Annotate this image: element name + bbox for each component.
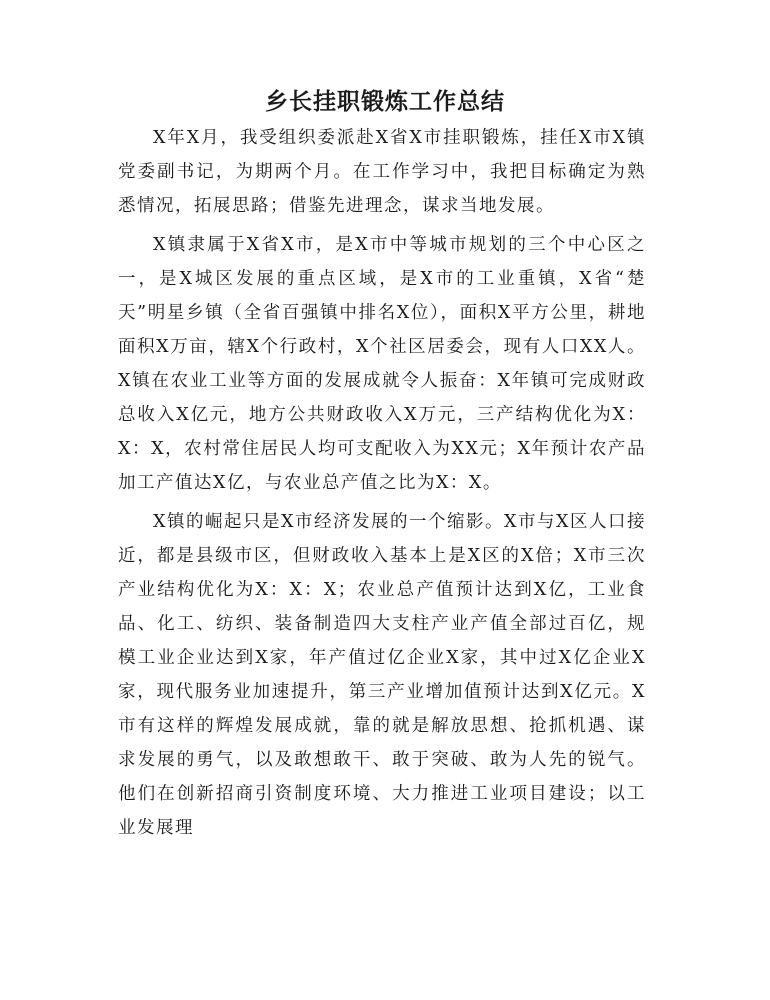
paragraph-1: X年X月，我受组织委派赴X省X市挂职锻炼，挂任X市X镇党委副书记，为期两个月。在工作学习中，我把目标确定为熟悉情况，拓展思路；借鉴先进理念，谋求当地发展。 [118,128,646,216]
document-body [118,121,646,850]
paragraph-3: X镇的崛起只是X市经济发展的一个缩影。X市与X区人口接近，都是县级市区，但财政收入基本上是X区的X倍；X市三次产业结构优化为X：X：X；农业总产值预计达到X亿，工业食品、化工、纺织、装备制造四大支柱产业产值全部过百亿，规模工业企业达到X家，年产值过亿企业X家，其中过X亿企业X家，现代服务业加速提升，第三产业增加值预计达到X亿元。X市有这样的辉煌发展成就，靠的就是解放思想、抢抓机遇、谋求发展的勇气，以及敢想敢干、敢于突破、敢为人先的锐气。他们在创新招商引资制度环境、大力推进工业项目建设；以工业发展理 [118,512,646,838]
paragraph-2: X镇隶属于X省X市，是X市中等城市规划的三个中心区之一，是X城区发展的重点区域，是X市的工业重镇，X省“楚天”明星乡镇（全省百强镇中排名X位），面积X平方公里，耕地面积X万亩，辖X个行政村，X个社区居委会，现有人口XX人。X镇在农业工业等方面的发展成就令人振奋：X年镇可完成财政总收入X亿元，地方公共财政收入X万元，三产结构优化为X：X：X，农村常住居民人均可支配收入为XX元；X年预计农产品加工产值达X亿，与农业总产值之比为X：X。 [118,235,646,493]
document-title: 乡长挂职锻炼工作总结 [265,89,505,115]
